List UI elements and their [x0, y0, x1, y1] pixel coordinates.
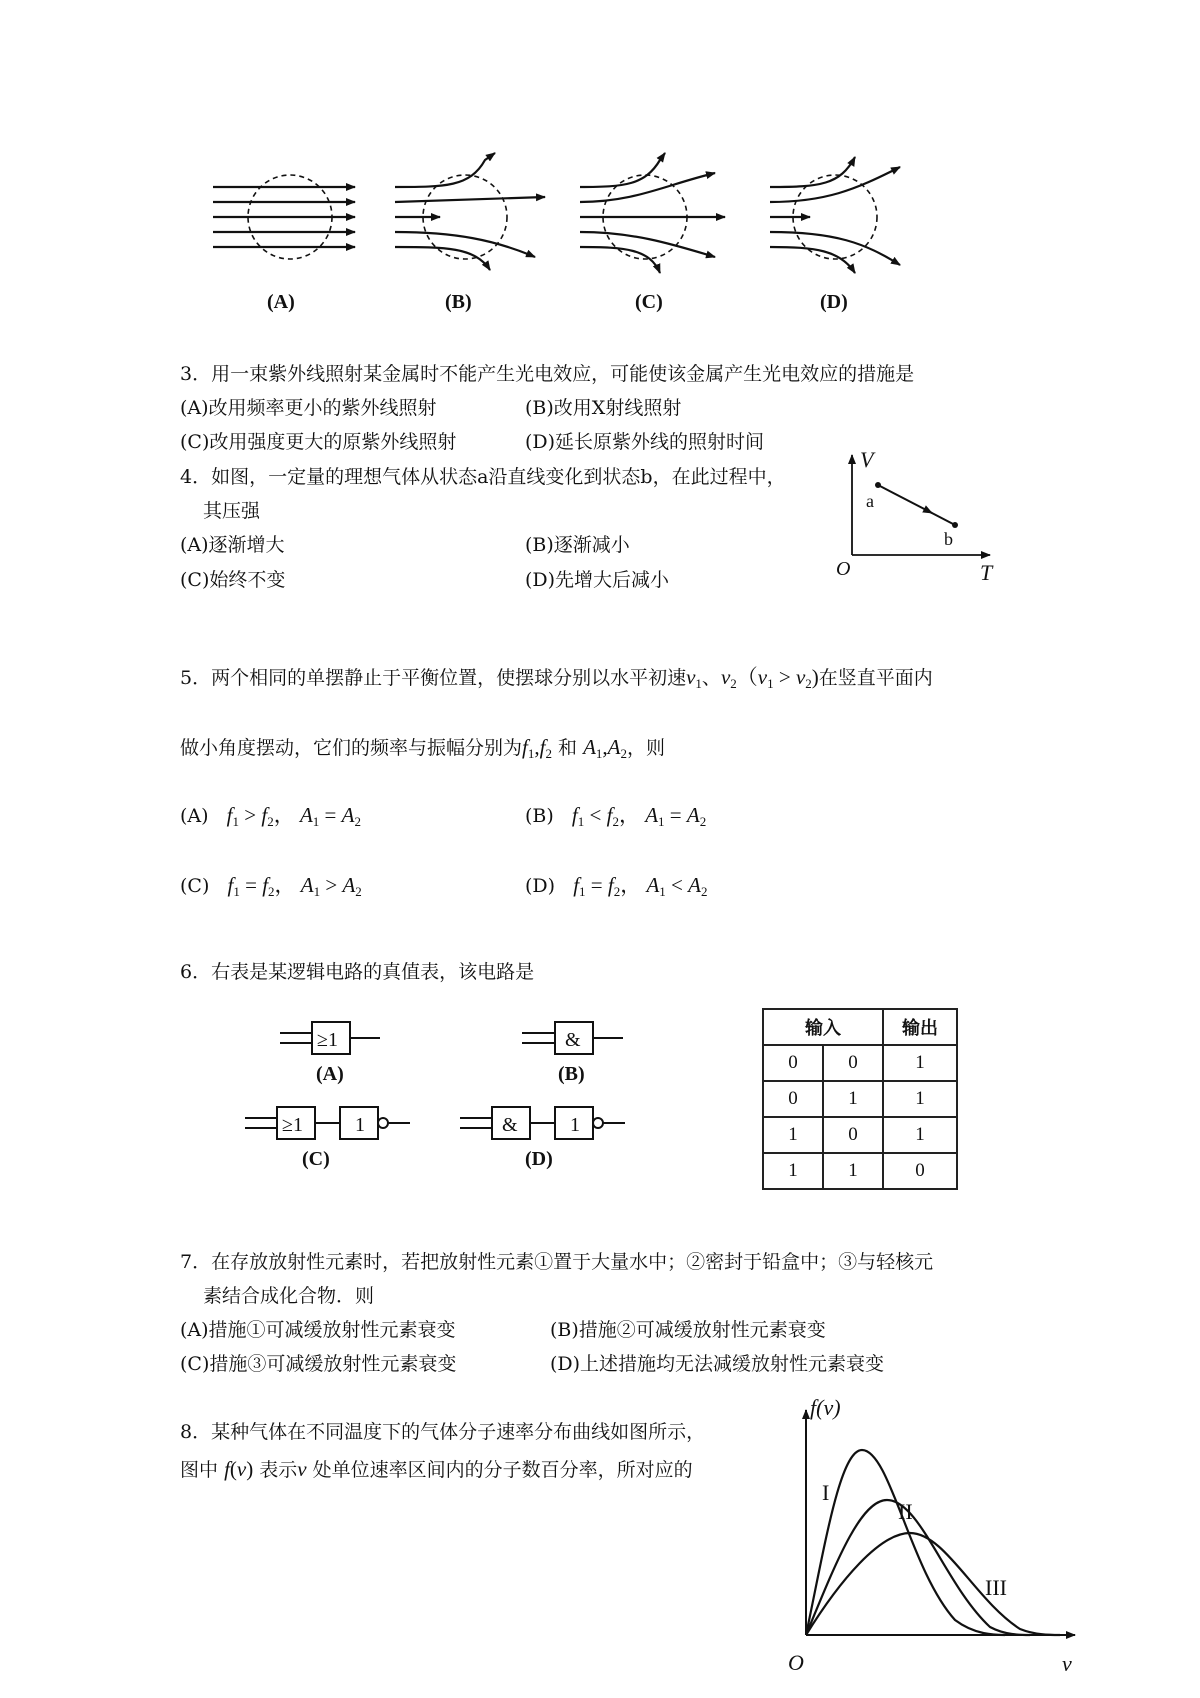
curve-i	[806, 1450, 1005, 1635]
field-diagram-a	[213, 175, 355, 259]
q4-stem-line1: 4．如图，一定量的理想气体从状态a沿直线变化到状态b，在此过程中，	[180, 466, 786, 488]
svg-text:&: &	[502, 1114, 518, 1136]
gate-label-a: (A)	[316, 1063, 344, 1085]
table-row: 0 0 1	[763, 1045, 957, 1081]
gate-c-nor	[245, 1107, 410, 1139]
field-diagram-d	[770, 157, 900, 273]
q5-option-c[interactable]: (C) $f_1 = f_2$， $A_1 > A_2$	[180, 873, 362, 899]
truth-table-header	[763, 1009, 957, 1045]
truth-table	[762, 1008, 958, 1190]
field-lines-figure	[195, 145, 915, 325]
field-label-a: (A)	[267, 291, 295, 313]
q4-origin-label: O	[836, 558, 851, 580]
q3-option-d[interactable]: (D)延长原紫外线的照射时间	[525, 431, 765, 453]
curve-ii	[806, 1500, 1030, 1635]
q8-x-label: v	[1062, 1651, 1072, 1676]
svg-text:&: &	[565, 1029, 581, 1051]
q8-speed-distribution-graph	[780, 1395, 1090, 1685]
q6-gates-figure	[240, 1010, 680, 1195]
q5-option-b[interactable]: (B) $f_1 < f_2$， $A_1 = A_2$	[525, 803, 707, 829]
q5-stem-line1: 5．两个相同的单摆静止于平衡位置，使摆球分别以水平初速$v_1$、$v_2(v_1 > v_2)$在竖直平面内	[180, 665, 933, 691]
svg-text:≥1: ≥1	[282, 1114, 303, 1136]
q5-stem-line2: 做小角度摆动，它们的频率与振幅分别为$f_1,f_2$ 和 $A_1,A_2$，则	[180, 735, 665, 761]
header-output: 输出	[883, 1009, 957, 1045]
q7-option-a[interactable]: (A)措施①可减缓放射性元素衰变	[180, 1319, 456, 1341]
q4-point-b	[952, 522, 958, 528]
q7-stem-line2: 素结合成化合物．则	[203, 1285, 375, 1307]
q4-x-label: T	[980, 560, 993, 585]
gate-label-d: (D)	[525, 1148, 553, 1170]
q3-option-b[interactable]: (B)改用X射线照射	[525, 397, 682, 419]
q4-b-label: b	[944, 529, 953, 549]
q4-process-line	[878, 485, 932, 513]
field-diagram-b	[395, 153, 545, 270]
table-row: 1 0 1	[763, 1117, 957, 1153]
curve-label-i: I	[822, 1480, 830, 1505]
q5-option-d[interactable]: (D) $f_1 = f_2$， $A_1 < A_2$	[525, 873, 708, 899]
q7-stem-line1: 7．在存放放射性元素时，若把放射性元素①置于大量水中；②密封于铅盒中；③与轻核元	[180, 1251, 934, 1273]
q4-point-a	[875, 482, 881, 488]
q4-y-label: V	[860, 447, 874, 472]
q4-option-c[interactable]: (C)始终不变	[180, 569, 286, 591]
table-row: 0 1 1	[763, 1081, 957, 1117]
q3-stem: 3．用一束紫外线照射某金属时不能产生光电效应，可能使该金属产生光电效应的措施是	[180, 363, 915, 385]
curve-label-ii: II	[898, 1499, 913, 1524]
field-label-d: (D)	[820, 291, 848, 313]
q7-option-d[interactable]: (D)上述措施均无法减缓放射性元素衰变	[550, 1353, 885, 1375]
q4-option-d[interactable]: (D)先增大后减小	[525, 569, 670, 591]
q4-stem-line2: 其压强	[203, 500, 261, 522]
svg-text:1: 1	[570, 1114, 580, 1136]
q4-vt-graph	[830, 445, 1010, 585]
q7-option-b[interactable]: (B)措施②可减缓放射性元素衰变	[550, 1319, 826, 1341]
curve-label-iii: III	[985, 1575, 1007, 1600]
gate-label-b: (B)	[558, 1063, 585, 1085]
q6-stem: 6．右表是某逻辑电路的真值表，该电路是	[180, 961, 535, 983]
gate-label-c: (C)	[302, 1148, 330, 1170]
q7-option-c[interactable]: (C)措施③可减缓放射性元素衰变	[180, 1353, 457, 1375]
q4-option-b[interactable]: (B)逐渐减小	[525, 534, 630, 556]
table-row: 1 1 0	[763, 1153, 957, 1189]
field-diagram-c	[580, 153, 725, 273]
q4-option-a[interactable]: (A)逐渐增大	[180, 534, 285, 556]
q8-y-label: f(v)	[810, 1395, 841, 1420]
field-label-b: (B)	[445, 291, 472, 313]
svg-text:≥1: ≥1	[317, 1029, 338, 1051]
svg-text:1: 1	[355, 1114, 365, 1136]
q8-origin-label: O	[788, 1650, 804, 1675]
q8-stem-line1: 8．某种气体在不同温度下的气体分子速率分布曲线如图所示，	[180, 1421, 706, 1443]
q4-a-label: a	[866, 491, 874, 511]
header-input: 输入	[763, 1009, 883, 1045]
q3-option-a[interactable]: (A)改用频率更小的紫外线照射	[180, 397, 437, 419]
q5-option-a[interactable]: (A) $f_1 > f_2$， $A_1 = A_2$	[180, 803, 361, 829]
q8-stem-line2: 图中 f(v) 表示v 处单位速率区间内的分子数百分率，所对应的	[180, 1457, 693, 1481]
q3-option-c[interactable]: (C)改用强度更大的原紫外线照射	[180, 431, 457, 453]
gate-d-nand	[460, 1107, 625, 1139]
field-label-c: (C)	[635, 291, 663, 313]
